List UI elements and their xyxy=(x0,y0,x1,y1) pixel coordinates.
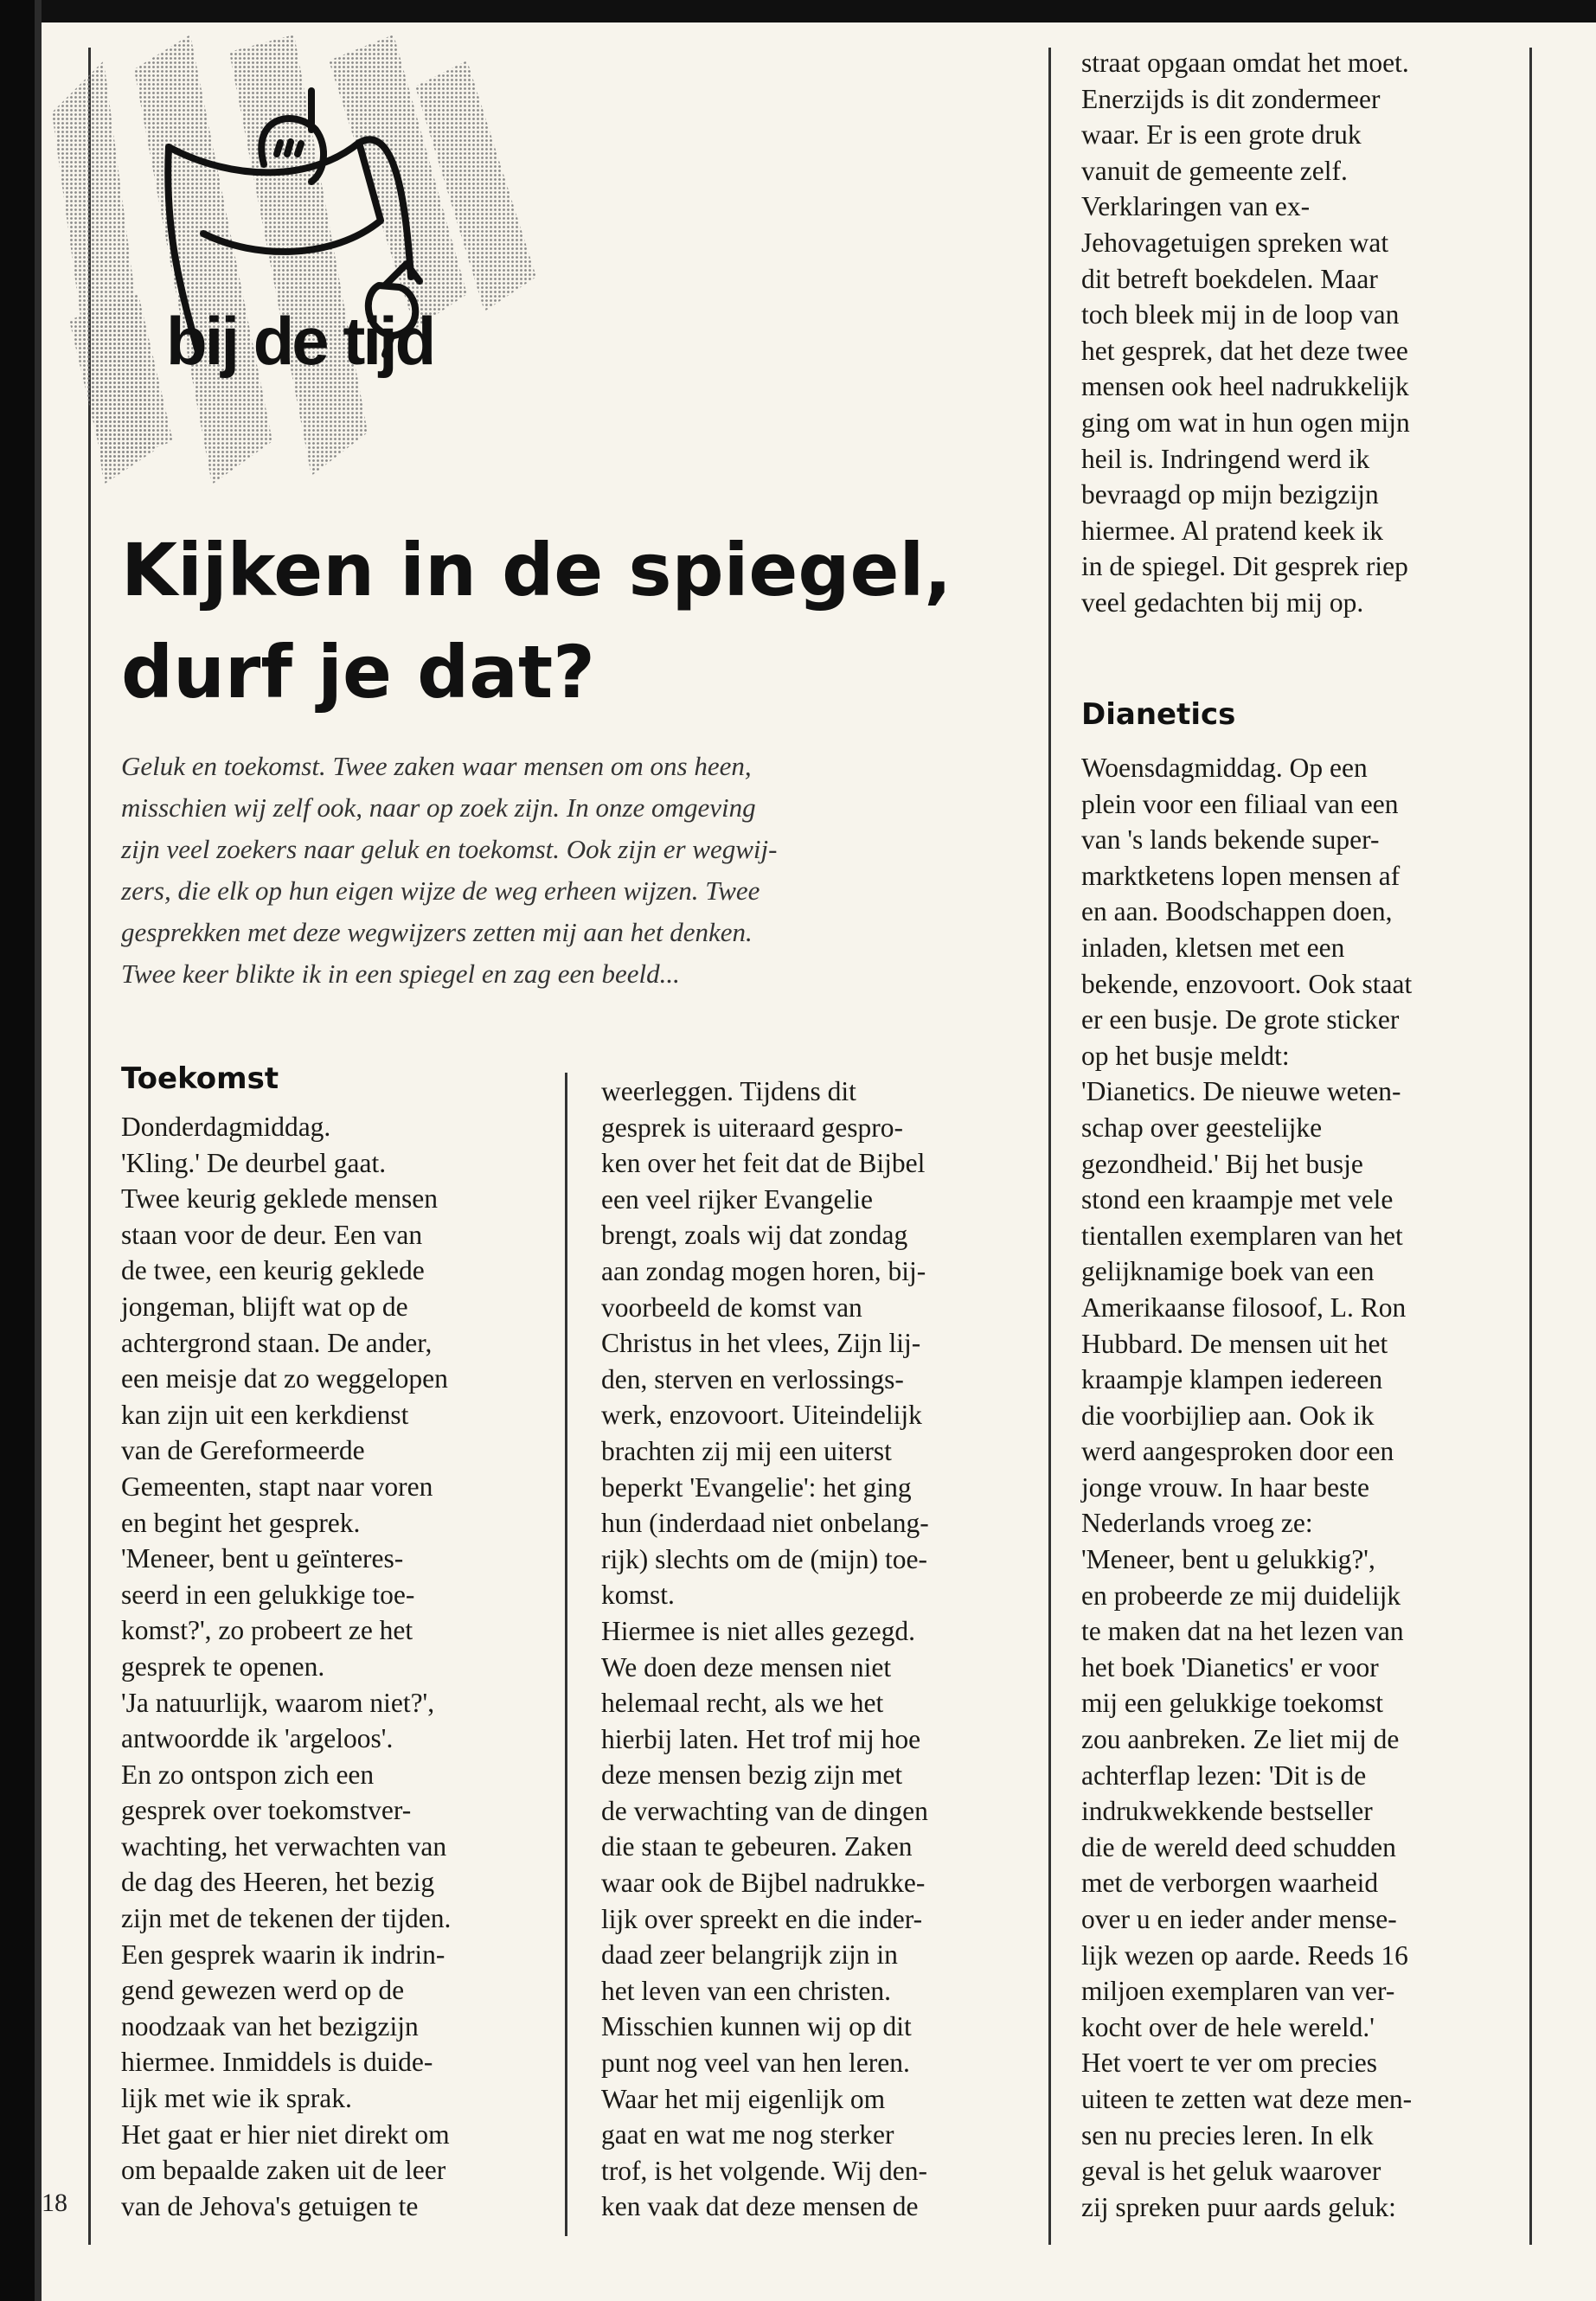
body-line: hiermee. Al pratend keek ik xyxy=(1081,515,1383,546)
body-line: helemaal recht, als we het xyxy=(601,1688,884,1719)
body-line: werd aangesproken door een xyxy=(1081,1436,1394,1467)
body-line: Nederlands vroeg ze: xyxy=(1081,1508,1313,1539)
intro-line: Geluk en toekomst. Twee zaken waar mensen om ons heen, xyxy=(121,751,752,781)
body-line: Misschien kunnen wij op dit xyxy=(601,2011,912,2042)
title-line: durf je dat? xyxy=(121,630,595,715)
body-line: over u en ieder ander mense- xyxy=(1081,1904,1397,1934)
intro-line: gesprekken met deze wegwijzers zetten mij aan het denken. xyxy=(121,917,753,947)
body-line: schap over geestelijke xyxy=(1081,1112,1323,1143)
body-line: het leven van een christen. xyxy=(601,1975,891,2006)
body-line: jonge vrouw. In haar beste xyxy=(1081,1471,1369,1503)
body-line: 'Kling.' De deurbel gaat. xyxy=(121,1147,387,1178)
body-line: 'Dianetics. De nieuwe weten- xyxy=(1081,1076,1401,1107)
body-line: deze mensen bezig zijn met xyxy=(601,1759,903,1791)
body-line: mensen ook heel nadrukkelijk xyxy=(1081,371,1409,402)
body-line: die staan te gebeuren. Zaken xyxy=(601,1831,913,1862)
body-line: antwoordde ik 'argeloos'. xyxy=(121,1723,394,1754)
column-2 xyxy=(601,1074,1034,2225)
intro-line: zers, die elk op hun eigen wijze de weg erheen wijzen. Twee xyxy=(121,875,760,906)
body-line: achtergrond staan. De ander, xyxy=(121,1327,433,1358)
body-line: ging om wat in hun ogen mijn xyxy=(1081,407,1410,438)
body-line: Verklaringen van ex- xyxy=(1081,191,1311,222)
body-line: en aan. Boodschappen doen, xyxy=(1081,896,1393,927)
body-line: gesprek over toekomstver- xyxy=(121,1795,412,1826)
body-line: bekende, enzovoort. Ook staat xyxy=(1081,968,1413,999)
page-number: 18 xyxy=(42,2189,67,2217)
title-line: Kijken in de spiegel, xyxy=(121,528,952,612)
body-line: ken over het feit dat de Bijbel xyxy=(601,1148,926,1179)
subheading-dianetics: Dianetics xyxy=(1081,697,1236,732)
body-line: stond een kraampje met vele xyxy=(1081,1184,1394,1215)
body-line: sen nu precies leren. In elk xyxy=(1081,2119,1374,2150)
body-line: Donderdagmiddag. xyxy=(121,1112,331,1142)
column-rule-right xyxy=(1048,48,1051,2245)
body-line: die de wereld deed schudden xyxy=(1081,1831,1396,1862)
body-line: van de Jehova's getuigen te xyxy=(121,2190,419,2221)
body-line: brengt, zoals wij dat zondag xyxy=(601,1220,908,1251)
body-line: weerleggen. Tijdens dit xyxy=(601,1076,856,1106)
article-title xyxy=(121,519,1003,723)
body-line: lijk over spreekt en die inder- xyxy=(601,1903,923,1934)
body-line: plein voor een filiaal van een xyxy=(1081,788,1399,819)
body-line: van 's lands bekende super- xyxy=(1081,824,1380,856)
body-line: van de Gereformeerde xyxy=(121,1435,365,1466)
column-rule-middle xyxy=(565,1073,567,2236)
column-3-bottom xyxy=(1081,750,1522,2225)
body-line: geval is het geluk waarover xyxy=(1081,2156,1381,2187)
body-line: straat opgaan omdat het moet. xyxy=(1081,48,1409,78)
body-line: Een gesprek waarin ik indrin- xyxy=(121,1939,445,1970)
body-line: de twee, een keurig geklede xyxy=(121,1255,425,1286)
body-line: gesprek is uiteraard gespro- xyxy=(601,1112,903,1143)
body-line: aan zondag mogen horen, bij- xyxy=(601,1255,926,1286)
body-line: 'Ja natuurlijk, waarom niet?', xyxy=(121,1687,435,1718)
body-line: hierbij laten. Het trof mij hoe xyxy=(601,1723,921,1754)
body-line: veel gedachten bij mij op. xyxy=(1081,586,1364,618)
body-line: in de spiegel. Dit gesprek riep xyxy=(1081,551,1408,582)
body-line: uiteen te zetten wat deze men- xyxy=(1081,2083,1413,2114)
body-line: komst. xyxy=(601,1580,675,1611)
body-line: miljoen exemplaren van ver- xyxy=(1081,1976,1395,2007)
body-line: Enerzijds is dit zondermeer xyxy=(1081,83,1381,114)
body-line: die voorbijliep aan. Ook ik xyxy=(1081,1400,1375,1431)
body-line: inladen, kletsen met een xyxy=(1081,932,1345,963)
body-line: toch bleek mij in de loop van xyxy=(1081,299,1400,330)
scan-edge-shadow xyxy=(35,0,42,2301)
body-line: Woensdagmiddag. Op een xyxy=(1081,753,1368,783)
body-line: lijk wezen op aarde. Reeds 16 xyxy=(1081,1939,1408,1971)
body-line: Hubbard. De mensen uit het xyxy=(1081,1328,1388,1359)
body-line: met de verborgen waarheid xyxy=(1081,1868,1379,1899)
scan-edge-left xyxy=(0,0,35,2301)
body-line: We doen deze mensen niet xyxy=(601,1651,892,1682)
body-line: en begint het gesprek. xyxy=(121,1507,361,1538)
body-line: punt nog veel van hen leren. xyxy=(601,2048,910,2079)
body-line: jongeman, blijft wat op de xyxy=(121,1291,408,1322)
scan-edge-top xyxy=(0,0,1596,22)
body-line: het gesprek, dat het deze twee xyxy=(1081,335,1408,366)
body-line: komst?', zo probeert ze het xyxy=(121,1615,413,1646)
body-line: ken vaak dat deze mensen de xyxy=(601,2191,919,2222)
body-line: er een busje. De grote sticker xyxy=(1081,1004,1400,1035)
body-line: Het voert te ver om precies xyxy=(1081,2048,1377,2079)
body-line: op het busje meldt: xyxy=(1081,1040,1290,1071)
body-line: waar ook de Bijbel nadrukke- xyxy=(601,1868,926,1899)
body-line: rijk) slechts om de (mijn) toe- xyxy=(601,1543,928,1574)
body-line: trof, is het volgende. Wij den- xyxy=(601,2155,927,2186)
body-line: kan zijn uit een kerkdienst xyxy=(121,1399,409,1430)
body-line: gesprek te openen. xyxy=(121,1650,325,1682)
body-line: bevraagd op mijn bezigzijn xyxy=(1081,479,1379,510)
body-line: om bepaalde zaken uit de leer xyxy=(121,2155,446,2186)
body-line: hun (inderdaad niet onbelang- xyxy=(601,1508,929,1539)
body-line: seerd in een gelukkige toe- xyxy=(121,1579,415,1610)
body-line: Waar het mij eigenlijk om xyxy=(601,2083,886,2114)
intro-line: Twee keer blikte ik in een spiegel en zag een beeld... xyxy=(121,958,680,989)
body-line: de dag des Heeren, het bezig xyxy=(121,1867,435,1898)
body-line: daad zeer belangrijk zijn in xyxy=(601,1939,898,1971)
body-line: noodzaak van het bezigzijn xyxy=(121,2010,419,2041)
body-line: gezondheid.' Bij het busje xyxy=(1081,1148,1363,1179)
column-3-top xyxy=(1081,45,1522,621)
body-line: Het gaat er hier niet direkt om xyxy=(121,2118,450,2150)
body-line: Amerikaanse filosoof, L. Ron xyxy=(1081,1292,1407,1323)
body-line: zijn met de tekenen der tijden. xyxy=(121,1903,452,1934)
body-line: indrukwekkende bestseller xyxy=(1081,1796,1373,1827)
body-line: Christus in het vlees, Zijn lij- xyxy=(601,1328,921,1359)
body-line: heil is. Indringend werd ik xyxy=(1081,443,1370,474)
section-logo-artwork xyxy=(52,35,606,502)
body-line: zou aanbreken. Ze liet mij de xyxy=(1081,1724,1400,1755)
body-line: vanuit de gemeente zelf. xyxy=(1081,155,1348,186)
body-line: tientallen exemplaren van het xyxy=(1081,1220,1403,1251)
body-line: Jehovagetuigen spreken wat xyxy=(1081,227,1389,258)
body-line: gelijknamige boek van een xyxy=(1081,1256,1375,1287)
body-line: te maken dat na het lezen van xyxy=(1081,1616,1404,1647)
body-line: kocht over de hele wereld.' xyxy=(1081,2011,1375,2042)
body-line: het boek 'Dianetics' er voor xyxy=(1081,1651,1379,1682)
body-line: gend gewezen werd op de xyxy=(121,1975,405,2006)
intro-line: misschien wij zelf ook, naar op zoek zijn. In onze omgeving xyxy=(121,792,756,823)
body-line: mij een gelukkige toekomst xyxy=(1081,1688,1384,1719)
body-line: gaat en wat me nog sterker xyxy=(601,2119,894,2150)
body-line: de verwachting van de dingen xyxy=(601,1795,928,1826)
body-line: wachting, het verwachten van xyxy=(121,1830,447,1862)
body-line: werk, enzovoort. Uiteindelijk xyxy=(601,1400,922,1431)
body-line: marktketens lopen mensen af xyxy=(1081,860,1401,891)
body-line: waar. Er is een grote druk xyxy=(1081,119,1362,151)
body-line: en probeerde ze mij duidelijk xyxy=(1081,1580,1401,1611)
section-logo-text: bij de tijd xyxy=(166,303,434,379)
article-intro xyxy=(121,746,995,995)
body-line: hiermee. Inmiddels is duide- xyxy=(121,2047,433,2078)
body-line: Gemeenten, stapt naar voren xyxy=(121,1471,433,1502)
body-line: Twee keurig geklede mensen xyxy=(121,1183,439,1215)
column-rule-far-right xyxy=(1529,48,1532,2245)
body-line: zij spreken puur aards geluk: xyxy=(1081,2191,1396,2222)
body-line: lijk met wie ik sprak. xyxy=(121,2083,352,2114)
body-line: voorbeeld de komst van xyxy=(601,1292,862,1323)
intro-line: zijn veel zoekers naar geluk en toekomst. Ook zijn er wegwij- xyxy=(121,834,778,864)
body-line: beperkt 'Evangelie': het ging xyxy=(601,1471,912,1503)
newspaper-reader-illustration xyxy=(52,35,606,502)
body-line: 'Meneer, bent u gelukkig?', xyxy=(1081,1544,1375,1575)
body-line: kraampje klampen iedereen xyxy=(1081,1364,1383,1395)
body-line: een veel rijker Evangelie xyxy=(601,1183,873,1215)
body-line: den, sterven en verlossings- xyxy=(601,1363,904,1394)
body-line: dit betreft boekdelen. Maar xyxy=(1081,263,1378,294)
body-line: een meisje dat zo weggelopen xyxy=(121,1363,448,1394)
body-line: 'Meneer, bent u geïnteres- xyxy=(121,1543,404,1574)
body-line: En zo ontspon zich een xyxy=(121,1759,375,1790)
body-line: staan voor de deur. Een van xyxy=(121,1219,423,1250)
body-line: Hiermee is niet alles gezegd. xyxy=(601,1615,915,1646)
subheading-toekomst: Toekomst xyxy=(121,1061,279,1096)
body-line: brachten zij mij een uiterst xyxy=(601,1435,892,1466)
body-line: achterflap lezen: 'Dit is de xyxy=(1081,1759,1367,1791)
column-1 xyxy=(121,1109,554,2224)
